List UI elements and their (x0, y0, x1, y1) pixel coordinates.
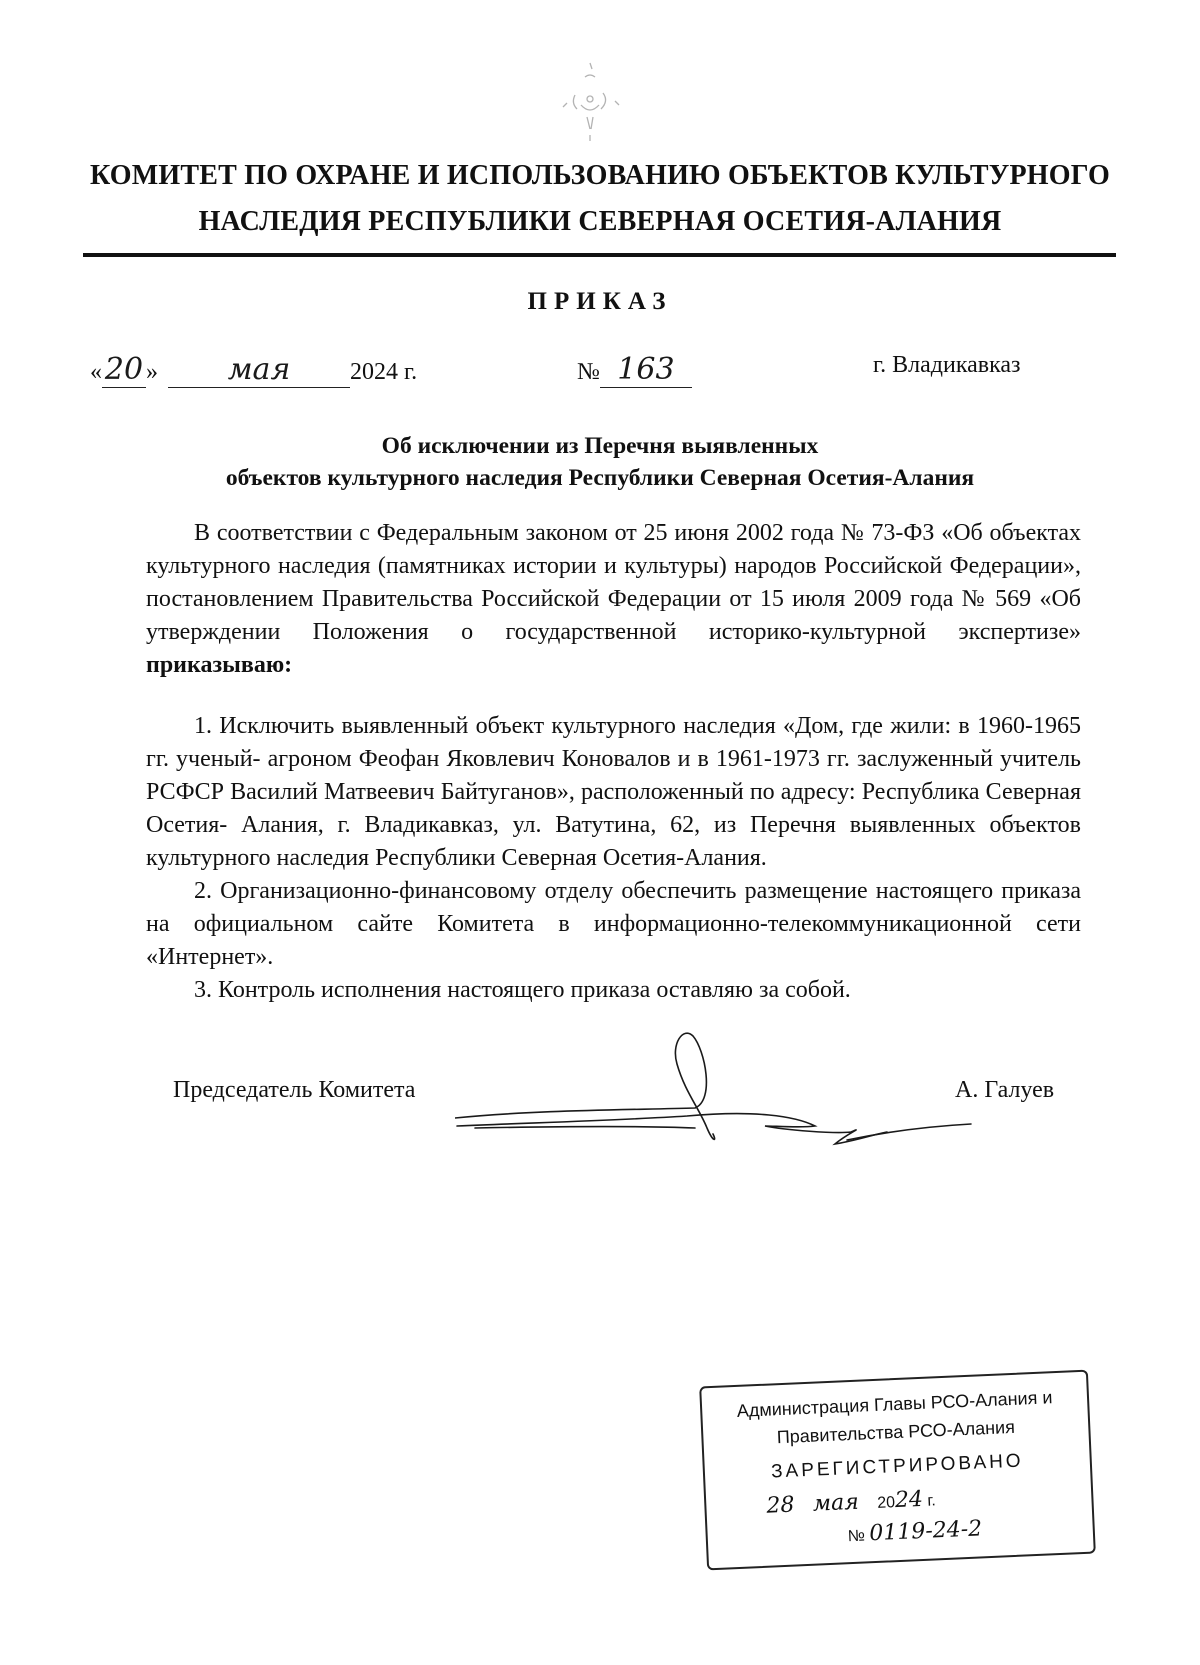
stamp-number-label: № (847, 1527, 866, 1546)
stamp-status: ЗАРЕГИСТРИРОВАНО (770, 1450, 1025, 1483)
order-number-row (577, 352, 692, 388)
number-label: № (577, 359, 600, 385)
subject-line-1: Об исключении из Перечня выявленных (381, 433, 819, 459)
stamp-org-line-2: Правительства РСО-Алания (776, 1416, 1016, 1448)
stamp-day: 28 (765, 1492, 795, 1519)
subject-line-2: объектов культурного наследия Республики Северная Осетия-Алания (225, 465, 975, 491)
order-item-2: 2. Организационно-финансовому отделу обеспечить размещение настоящего приказа на официальном сайте Комитета в информационно-телекоммуникационной сети «Интернет». (146, 878, 1081, 970)
order-year: 2024 г. (350, 359, 418, 385)
signatory-name: А. Галуев (955, 1077, 1055, 1103)
stamp-year-unit: г. (927, 1492, 937, 1510)
order-subject (80, 430, 1120, 494)
order-number: 163 (600, 352, 692, 388)
open-quote: « (90, 359, 102, 385)
order-city: г. Владикавказ (873, 352, 1021, 378)
close-quote: » (146, 359, 158, 385)
order-item-3: 3. Контроль исполнения настоящего приказа оставляю за собой. (194, 977, 851, 1003)
preamble-text: В соответствии с Федеральным законом от 25 июня 2002 года № 73-ФЗ «Об объектах культурного наследия (памятниках истории и культуры) народов Российской Федерации», постановлением Правительства Российской Федерации от 15 июля 2009 года № 569 «Об утверждении Положения о государственной историко-культурной экспертизе» (146, 520, 1081, 645)
stamp-number-row (847, 1516, 982, 1547)
preamble-paragraph (146, 517, 1081, 682)
order-date (90, 352, 417, 388)
stamp-org-line-1: Администрация Главы РСО-Алания и (736, 1387, 1053, 1421)
handwritten-signature (455, 1030, 1015, 1165)
stamp-reg-number: 0119-24-2 (868, 1516, 983, 1547)
stamp-year-prefix: 20 (876, 1494, 896, 1512)
order-body (146, 517, 1081, 1007)
preamble-command: приказываю: (146, 652, 293, 678)
order-day: 20 (102, 352, 146, 388)
stamp-year-suffix: 24 (894, 1486, 924, 1514)
header-divider (83, 253, 1116, 257)
signatory-position: Председатель Комитета (173, 1077, 416, 1103)
registration-stamp (699, 1370, 1096, 1571)
emblem-icon (545, 55, 635, 150)
document-title: ПРИКАЗ (527, 288, 673, 315)
header-line-1: КОМИТЕТ ПО ОХРАНЕ И ИСПОЛЬЗОВАНИЮ ОБЪЕКТОВ КУЛЬТУРНОГО (89, 160, 1111, 191)
stamp-month: мая (812, 1489, 860, 1517)
order-month: мая (168, 352, 350, 388)
stamp-date (766, 1486, 936, 1518)
header-line-2: НАСЛЕДИЯ РЕСПУБЛИКИ СЕВЕРНАЯ ОСЕТИЯ-АЛАНИЯ (198, 206, 1002, 237)
order-item-1: 1. Исключить выявленный объект культурного наследия «Дом, где жили: в 1960-1965 гг. ученый- агроном Феофан Яковлевич Коновалов и в 1961-1973 гг. заслуженный учитель РСФСР Василий Матвеевич Байтуганов», расположенный по адресу: Республика Северная Осетия- Алания, г. Владикавказ, ул. Ватутина, 62, из Перечня выявленных объектов культурного наследия Республики Северная Осетия-Алания. (146, 713, 1081, 871)
